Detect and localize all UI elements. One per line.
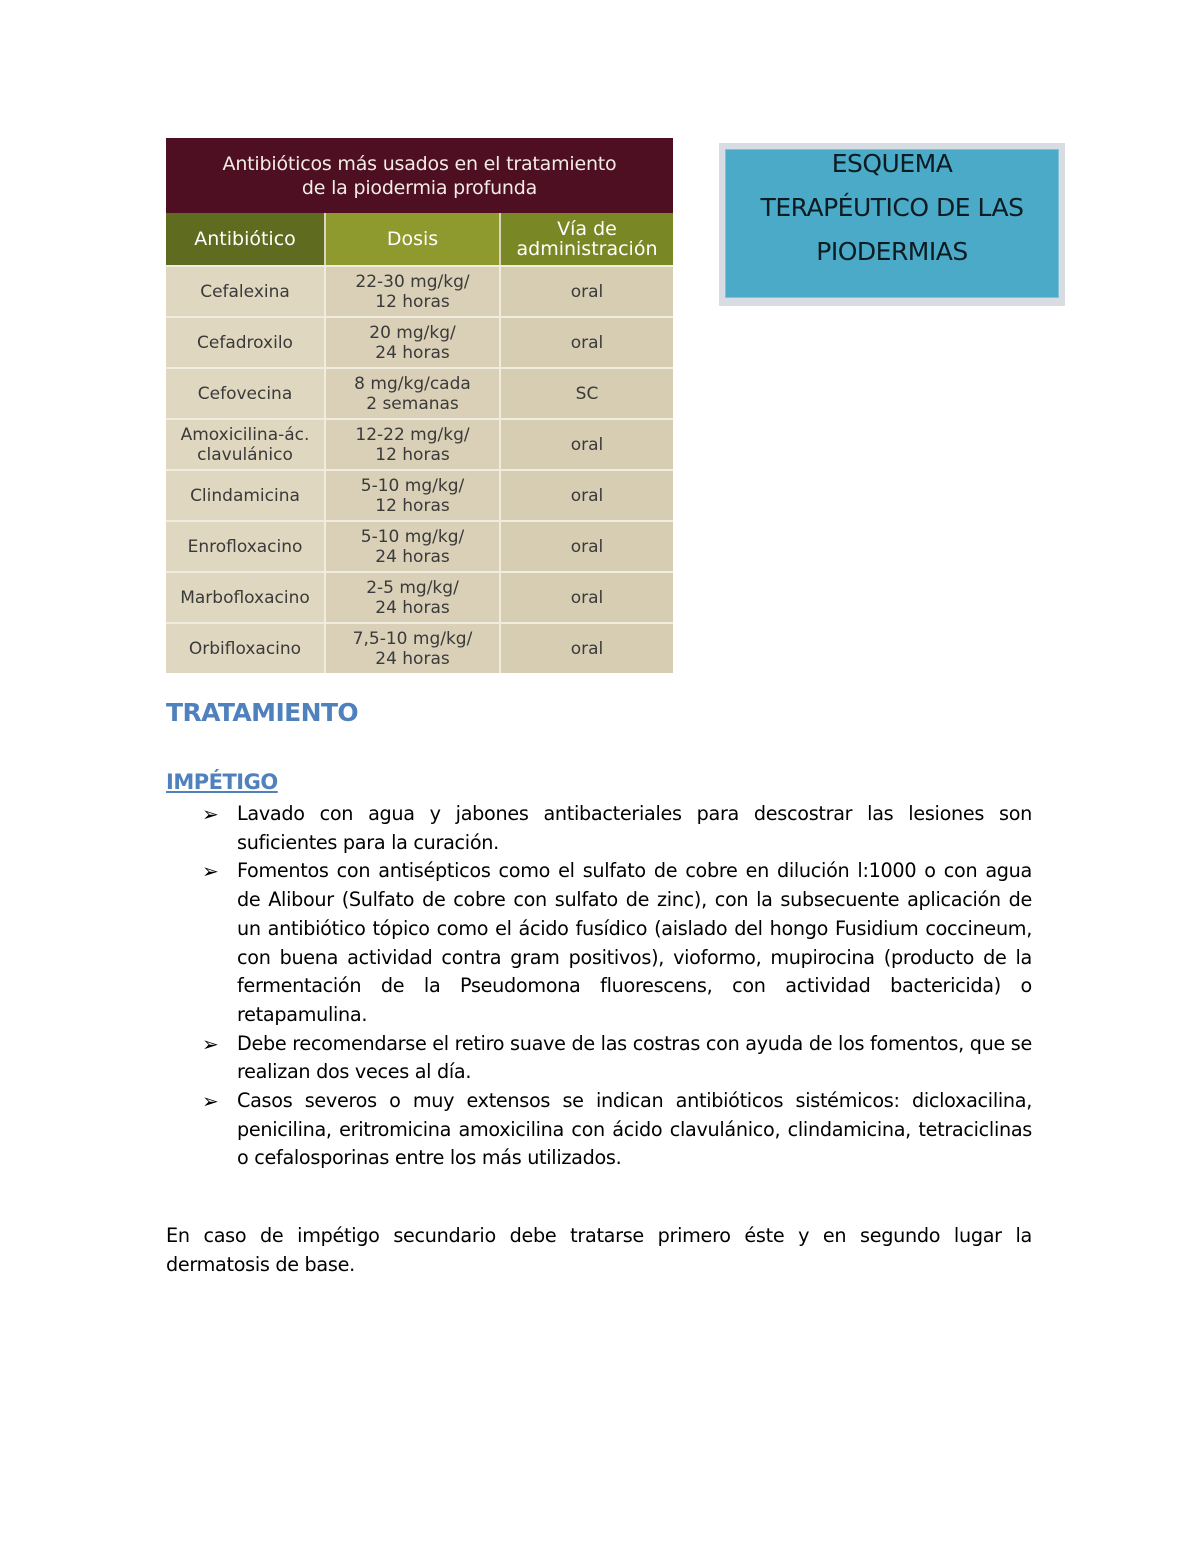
section-heading: TRATAMIENTO [166,698,359,727]
cell-dose-line1: 2-5 mg/kg/ [366,577,459,598]
cell-antibiotic [166,420,324,469]
cell-dose-line1: 5-10 mg/kg/ [360,526,465,547]
cell-route: oral [499,420,673,469]
scheme-title-box [719,143,1065,306]
cell-dose-line1: 5-10 mg/kg/ [360,475,465,496]
scheme-title-line2: TERAPÉUTICO DE LAS [760,193,1024,222]
cell-dose [324,624,499,673]
cell-dose [324,369,499,418]
cell-antibiotic-line1: Orbifloxacino [188,638,302,659]
scheme-title [726,142,1058,274]
list-item-text: Casos severos o muy extensos se indican antibióticos sistémicos: dicloxacilina, penicilina, eritromicina amoxicilina con ácido clavulánico, clindamicina, tetraciclinas o cefalosporinas entre los más utilizados. [237,1089,1032,1170]
scheme-title-panel [725,149,1059,298]
table-title-line2: de la piodermia profunda [301,176,538,199]
table-row [166,265,673,316]
arrow-bullet-icon: ➢ [202,1031,219,1056]
treatment-list [200,800,1032,1173]
table-title-line1: Antibióticos más usados en el tratamiento [222,152,617,175]
list-item [200,1087,1032,1173]
cell-dose-line2: 12 horas [375,444,450,465]
list-item [200,857,1032,1029]
list-item-text: Lavado con agua y jabones antibacteriales para descostrar las lesiones son suficientes para la curación. [237,802,1032,854]
table-row [166,316,673,367]
cell-dose-line1: 8 mg/kg/cada [354,373,471,394]
table-row [166,622,673,673]
table-row [166,571,673,622]
header-route [499,213,673,265]
list-item-text: Debe recomendarse el retiro suave de las costras con ayuda de los fomentos, que se realizan dos veces al día. [237,1031,1032,1084]
cell-antibiotic-line1: Cefalexina [200,281,290,302]
scheme-title-line3: PIODERMIAS [816,237,968,266]
cell-dose-line2: 12 horas [375,291,450,312]
subsection-heading: IMPÉTIGO [166,770,278,794]
cell-dose-line2: 24 horas [375,546,450,567]
table-body [166,265,673,673]
header-antibiotic: Antibiótico [166,213,324,265]
cell-dose-line2: 12 horas [375,495,450,516]
cell-route: oral [499,624,673,673]
cell-dose-line1: 7,5-10 mg/kg/ [352,628,473,649]
list-item-text: Fomentos con antisépticos como el sulfato de cobre en dilución l:1000 o con agua de Alibour (Sulfato de cobre con sulfato de zinc), con la subsecuente aplicación de un antibiótico tópico como el ácido fusídico (aislado del hongo Fusidium coccineum, con buena actividad contra gram positivos), vioformo, mupirocina (producto de la fermentación de la Pseudomona fluorescens, con actividad bactericida) o retapamulina. [237,859,1032,1026]
header-dose: Dosis [324,213,499,265]
cell-dose-line2: 2 semanas [366,393,459,414]
cell-antibiotic-line1: Marbofloxacino [180,587,310,608]
list-item [200,800,1032,857]
cell-dose [324,318,499,367]
cell-route: oral [499,471,673,520]
cell-antibiotic-line1: Cefadroxilo [197,332,293,353]
closing-paragraph: En caso de impétigo secundario debe tratarse primero éste y en segundo lugar la dermatosis de base. [166,1224,1032,1277]
antibiotics-table [166,138,673,670]
arrow-bullet-icon: ➢ [202,859,219,884]
cell-dose [324,420,499,469]
cell-dose [324,267,499,316]
cell-dose-line2: 24 horas [375,648,450,669]
table-row [166,520,673,571]
cell-antibiotic [166,471,324,520]
cell-route: oral [499,318,673,367]
cell-antibiotic-line1: Amoxicilina-ác. [180,424,310,445]
cell-antibiotic [166,369,324,418]
cell-dose-line1: 12-22 mg/kg/ [355,424,470,445]
table-row [166,418,673,469]
cell-dose-line2: 24 horas [375,597,450,618]
arrow-bullet-icon: ➢ [202,1089,219,1114]
table-row [166,367,673,418]
table-row [166,469,673,520]
table-title [166,138,673,213]
cell-dose [324,522,499,571]
cell-antibiotic [166,624,324,673]
cell-antibiotic-line2: clavulánico [197,444,293,465]
cell-dose-line1: 22-30 mg/kg/ [355,271,470,292]
table-header-row [166,213,673,265]
cell-antibiotic-line1: Clindamicina [190,485,300,506]
cell-antibiotic [166,267,324,316]
cell-antibiotic-line1: Cefovecina [197,383,293,404]
cell-route: SC [499,369,673,418]
cell-route: oral [499,573,673,622]
header-route-line2: administración [516,238,658,260]
list-item [200,1030,1032,1087]
cell-dose-line2: 24 horas [375,342,450,363]
cell-route: oral [499,522,673,571]
cell-antibiotic [166,522,324,571]
cell-dose-line1: 20 mg/kg/ [369,322,456,343]
scheme-title-line1: ESQUEMA [831,149,953,178]
cell-dose [324,471,499,520]
cell-dose [324,573,499,622]
cell-antibiotic [166,318,324,367]
cell-antibiotic [166,573,324,622]
header-route-line1: Vía de [557,218,617,240]
arrow-bullet-icon: ➢ [202,802,219,826]
cell-route: oral [499,267,673,316]
cell-antibiotic-line1: Enrofloxacino [187,536,303,557]
